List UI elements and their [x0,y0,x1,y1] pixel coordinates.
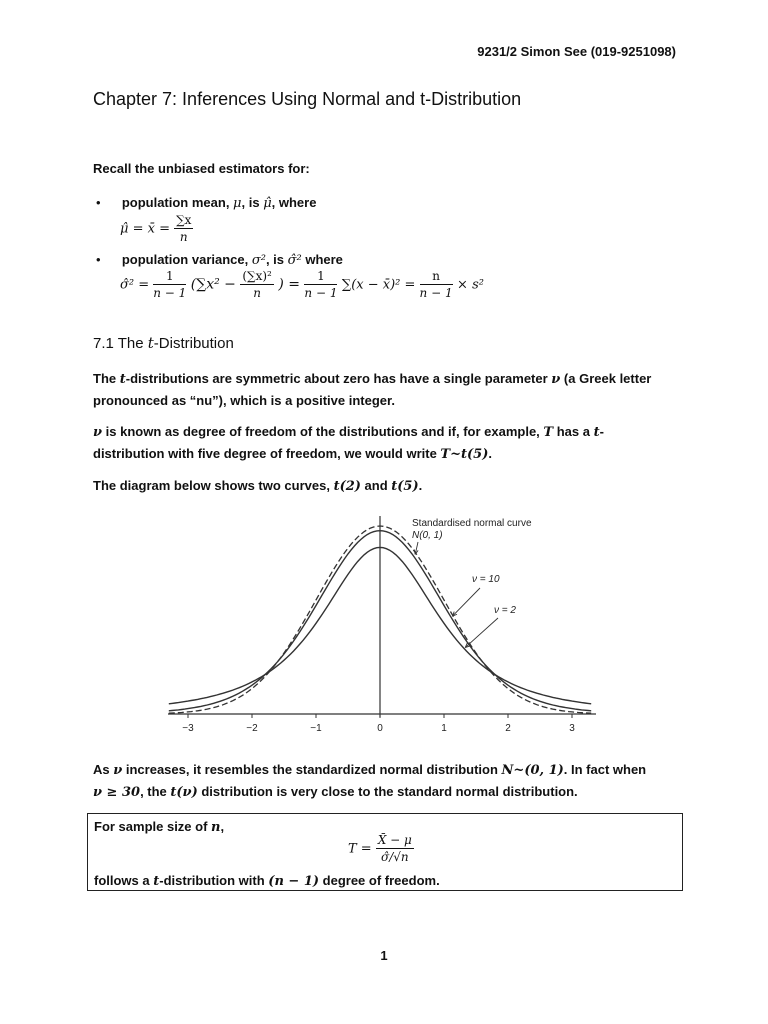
label-nu-2: ν = 2 [494,605,516,616]
equation-mean [120,212,193,245]
paragraph-2 [93,421,693,465]
section-title-a: 7.1 The [93,335,148,352]
eq2-f2-den: n [253,286,261,300]
eq2-frac1 [153,268,186,301]
bullet-2-text-a: population variance, [121,252,252,267]
bullet-dot: • [96,195,101,210]
p3-c: . [418,478,423,493]
p3-a: The diagram below shows two curves, [93,478,334,493]
p3-b: and [360,478,392,493]
eq1-lhs: μ̂ = x̄ = [120,221,175,237]
label-normal-line1: Standardised normal curve [412,518,532,529]
bullet-2-sigma: σ² [251,253,266,268]
eq1-den: n [179,230,188,244]
label-normal-line2: N(0, 1) [412,530,443,541]
x-tick-label: −3 [182,723,194,734]
p2-bold: degree of freedom [182,424,297,439]
x-tick-label: 3 [569,723,575,734]
box-line3-t: t [153,874,160,889]
section-title [93,334,234,352]
bullet-1-mu: μ [233,196,242,211]
paragraph-4 [93,759,693,803]
p2-nu: ν [93,425,103,440]
p4-line2-math2: t(ν) [170,785,198,800]
box-equation [348,832,414,865]
p1-line2: pronounced as “nu”), which is a positive integer. [93,393,395,408]
p4-line2-a: , the [140,784,171,799]
p2-line2-math: T~t(5) [440,447,489,462]
box-line3 [94,870,440,892]
recall-text: Recall the unbiased estimators for: [93,161,310,176]
section-title-b: -Distribution [153,335,234,352]
p1-c: (a Greek letter [560,371,652,386]
p1-t: t [119,372,126,387]
p4-b: increases, it resembles the standardized normal distribution [122,762,502,777]
box-eq-fraction [376,832,414,865]
x-tick-label: −2 [246,723,258,734]
t-distribution-chart [160,508,610,740]
arrow-nu-2 [465,618,498,648]
box-line3-c: degree of freedom. [319,873,440,888]
box-eq-num: X̄ − μ [377,833,412,847]
p2-d: - [599,424,604,439]
section-title-t: t [147,334,154,352]
box-line1-b: , [220,819,225,834]
p1-nu: ν [551,372,561,387]
box-line1-a: For sample size of [94,819,212,834]
eq2-f2-num: (∑x)² [242,269,272,283]
result-box [87,813,683,891]
p2-T: T [543,425,554,440]
header-reference: 9231/2 Simon See (019-9251098) [477,44,676,59]
p2-line2-a: distribution with five degree of freedom, we would write [93,446,441,461]
eq2-frac3 [304,268,337,301]
p4-line2-b: distribution is very close to the standard normal distribution. [197,784,578,799]
eq2-mid: ∑(x − x̄)² = [341,277,420,293]
eq1-fraction [174,212,193,245]
bullet-1 [96,192,316,214]
x-tick-label: −1 [310,723,322,734]
paragraph-1 [93,368,683,411]
box-eq-lhs: T = [348,841,376,857]
eq2-f4-num: n [420,268,453,285]
p2-b: of the distributions and if, for example, [296,424,544,439]
bullet-2-sighat: σ̂² [287,253,302,268]
eq2-f3-num: 1 [304,268,337,285]
p2-a: is known as [102,424,183,439]
bullet-2-text-c: where [301,252,343,267]
eq2-frac2 [240,268,274,301]
p1-a: The [93,371,120,386]
bullet-1-text-a: population mean, [121,195,234,210]
equation-variance [120,268,484,301]
p2-t: t [593,425,600,440]
box-line3-m: (n − 1) [268,874,320,889]
box-line1-n: n [211,820,221,835]
label-nu-10: ν = 10 [472,574,500,585]
eq2-frac4 [420,268,453,301]
box-line3-b: -distribution with [159,873,269,888]
eq2-paren-a: (∑x² − [190,276,241,293]
p2-line2-b: . [488,446,492,461]
page-number: 1 [380,948,388,963]
eq2-f4-den: n − 1 [419,286,453,300]
eq2-f1-den: n − 1 [153,286,187,300]
chapter-title: Chapter 7: Inferences Using Normal and t-Distribution [93,89,522,109]
eq2-end: × s² [457,277,484,293]
bullet-1-text-b: , is [241,195,264,210]
eq1-num: ∑x [176,213,192,227]
eq2-f1-num: 1 [153,268,186,285]
paragraph-3 [93,475,422,497]
p1-b: -distributions are symmetric about zero has have a single parameter [125,371,552,386]
x-tick-label: 1 [441,723,447,734]
bullet-1-muhat: μ̂ [263,196,272,211]
eq2-f3-den: n − 1 [304,286,338,300]
p2-c: has a [553,424,594,439]
x-tick-label: 0 [377,723,383,734]
arrow-nu-10 [452,588,480,616]
p4-math: N~(0, 1) [501,763,564,778]
box-line3-a: follows a [94,873,154,888]
bullet-1-text-c: , where [271,195,317,210]
box-eq-den: σ̂/√n [381,850,409,864]
p4-line2-math1: ν ≥ 30 [93,785,141,800]
box-line1 [94,816,224,838]
p3-m2: t(5) [391,479,419,494]
x-tick-label: 2 [505,723,511,734]
p3-m1: t(2) [333,479,361,494]
p4-c: . In fact when [563,762,647,777]
p4-a: As [93,762,114,777]
bullet-2-text-b: , is [265,252,288,267]
bullet-dot: • [96,252,101,267]
eq2-lhs: σ̂² = [120,277,154,293]
p4-nu: ν [113,763,123,778]
eq2-paren-b: ) = [278,276,305,293]
